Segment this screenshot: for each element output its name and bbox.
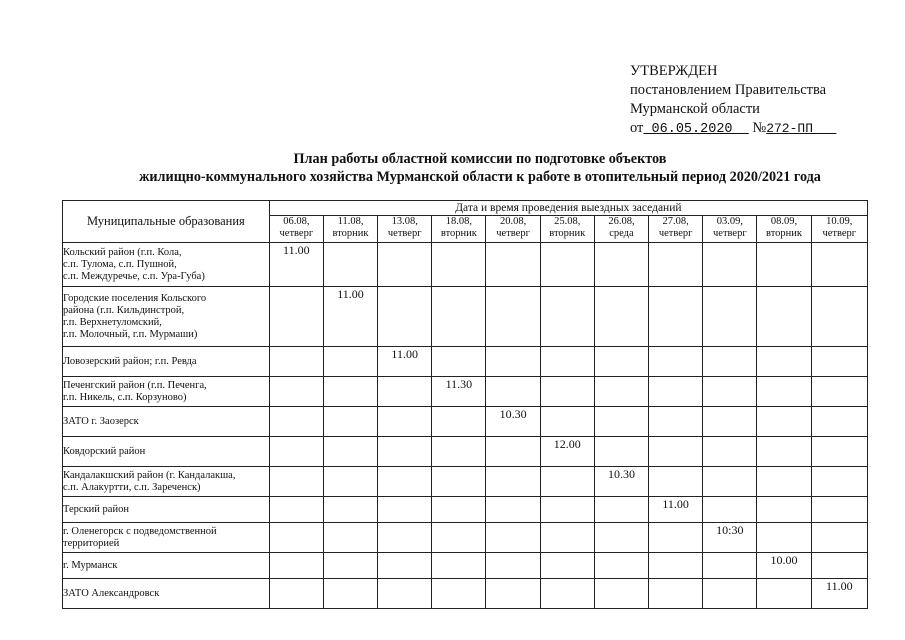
municipality-name	[63, 407, 270, 437]
municipality-name-line: территорией	[63, 537, 120, 549]
schedule-cell	[757, 523, 811, 553]
schedule-cell	[703, 437, 757, 467]
schedule-cell	[757, 437, 811, 467]
schedule-cell	[649, 579, 703, 609]
schedule-cell	[378, 467, 432, 497]
meeting-time: 10.00	[770, 553, 798, 567]
schedule-cell	[540, 437, 594, 467]
schedule-cell	[649, 347, 703, 377]
municipality-name-line: ЗАТО г. Заозерск	[63, 415, 139, 427]
schedule-cell	[323, 579, 377, 609]
schedule-cell	[378, 523, 432, 553]
day-date: 26.08,	[608, 216, 635, 227]
approval-heading: УТВЕРЖДЕН	[630, 63, 718, 79]
schedule-cell	[757, 377, 811, 407]
municipality-name-line: района (г.п. Кильдинстрой,	[63, 304, 185, 316]
municipality-name-line: г.п. Верхнетуломский,	[63, 316, 162, 328]
schedule-cell	[323, 467, 377, 497]
meeting-time: 12.00	[553, 437, 581, 451]
table-row	[63, 437, 868, 467]
schedule-cell	[594, 523, 648, 553]
day-date: 06.08,	[283, 216, 310, 227]
schedule-cell	[540, 579, 594, 609]
schedule-cell	[811, 553, 867, 579]
meeting-time: 10.30	[499, 407, 527, 421]
table-row	[63, 407, 868, 437]
schedule-cell	[594, 243, 648, 287]
table-row	[63, 377, 868, 407]
schedule-cell	[649, 523, 703, 553]
approval-number-prefix: №	[752, 120, 767, 136]
schedule-cell	[486, 287, 540, 347]
schedule-cell	[811, 523, 867, 553]
schedule-cell	[432, 523, 486, 553]
day-column-header	[378, 216, 432, 243]
municipality-name-line: с.п. Алакуртти, с.п. Зареченск)	[63, 481, 201, 493]
schedule-cell	[486, 579, 540, 609]
schedule-cell	[378, 377, 432, 407]
schedule-cell	[811, 287, 867, 347]
schedule-cell	[703, 467, 757, 497]
schedule-cell	[486, 437, 540, 467]
schedule-cell	[757, 497, 811, 523]
day-column-header	[811, 216, 867, 243]
schedule-cell	[703, 347, 757, 377]
day-date: 20.08,	[499, 216, 527, 227]
day-date: 03.09,	[716, 216, 743, 227]
schedule-cell	[432, 287, 486, 347]
schedule-cell	[811, 497, 867, 523]
schedule-cell	[378, 437, 432, 467]
approval-number: 272-ПП	[766, 121, 814, 136]
schedule-cell	[540, 523, 594, 553]
day-column-header	[594, 216, 648, 243]
schedule-cell	[432, 437, 486, 467]
schedule-cell	[486, 347, 540, 377]
schedule-cell	[757, 407, 811, 437]
day-date: 27.08,	[662, 216, 689, 227]
schedule-cell	[540, 497, 594, 523]
schedule-cell	[540, 407, 594, 437]
schedule-cell	[703, 407, 757, 437]
schedule-cell	[432, 377, 486, 407]
day-date: 11.08,	[337, 216, 364, 227]
schedule-cell	[811, 437, 867, 467]
schedule-cell	[378, 243, 432, 287]
meeting-time: 10.30	[607, 467, 635, 481]
schedule-cell	[811, 243, 867, 287]
schedule-cell	[594, 579, 648, 609]
schedule-cell	[757, 553, 811, 579]
schedule-cell	[594, 347, 648, 377]
day-date: 10.09,	[826, 216, 853, 227]
table-row	[63, 579, 868, 609]
schedule-cell	[432, 347, 486, 377]
schedule-cell	[757, 347, 811, 377]
schedule-cell	[540, 553, 594, 579]
table-row	[63, 553, 868, 579]
schedule-cell	[323, 523, 377, 553]
schedule-cell	[757, 287, 811, 347]
day-weekday: четверг	[387, 228, 422, 239]
day-date: 13.08,	[391, 216, 418, 227]
day-weekday: четверг	[279, 228, 314, 239]
schedule-cell	[269, 497, 323, 523]
schedule-cell	[269, 467, 323, 497]
municipality-name	[63, 287, 270, 347]
schedule-cell	[323, 437, 377, 467]
schedule-cell	[594, 553, 648, 579]
approval-line-3: Мурманской области	[630, 101, 760, 117]
schedule-cell	[649, 377, 703, 407]
schedule-cell	[486, 377, 540, 407]
table-row	[63, 523, 868, 553]
schedule-cell	[269, 243, 323, 287]
schedule-cell	[269, 553, 323, 579]
document-title-line-2: жилищно-коммунального хозяйства Мурманской области к работе в отопительный период 2020/2021 года	[139, 169, 821, 185]
schedule-cell	[649, 437, 703, 467]
municipality-name-line: г.п. Никель, с.п. Корзуново)	[63, 391, 187, 403]
schedule-cell	[486, 467, 540, 497]
schedule-cell	[323, 287, 377, 347]
schedule-cell	[269, 523, 323, 553]
table-row	[63, 243, 868, 287]
approval-date-line	[630, 119, 836, 139]
day-column-header	[649, 216, 703, 243]
municipality-name-line: с.п. Междуречье, с.п. Ура-Губа)	[63, 270, 205, 282]
day-weekday: четверг	[822, 228, 857, 239]
schedule-cell	[323, 243, 377, 287]
schedule-cell	[594, 377, 648, 407]
municipality-name	[63, 437, 270, 467]
schedule-cell	[649, 287, 703, 347]
schedule-cell	[594, 407, 648, 437]
schedule-cell	[649, 467, 703, 497]
table-row	[63, 287, 868, 347]
schedule-cell	[269, 407, 323, 437]
schedule-cell	[703, 497, 757, 523]
schedule-cell	[540, 347, 594, 377]
schedule-cell	[540, 243, 594, 287]
document-title-line-1: План работы областной комиссии по подготовке объектов	[293, 151, 667, 167]
schedule-cell	[432, 553, 486, 579]
schedule-cell	[540, 287, 594, 347]
schedule-cell	[703, 579, 757, 609]
schedule-cell	[378, 497, 432, 523]
schedule-cell	[649, 553, 703, 579]
municipality-name-line: Печенгский район (г.п. Печенга,	[63, 379, 207, 391]
schedule-cell	[323, 553, 377, 579]
day-weekday: среда	[609, 228, 634, 239]
day-weekday: четверг	[658, 228, 693, 239]
day-column-header	[432, 216, 486, 243]
schedule-cell	[486, 243, 540, 287]
day-weekday: вторник	[440, 228, 477, 239]
day-date: 08.09,	[770, 216, 798, 227]
schedule-cell	[432, 467, 486, 497]
date-group-header: Дата и время проведения выездных заседаний	[269, 201, 867, 216]
municipality-name	[63, 347, 270, 377]
day-date: 18.08,	[445, 216, 473, 227]
schedule-cell	[432, 243, 486, 287]
municipality-name-line: Кольский район (г.п. Кола,	[63, 246, 182, 258]
schedule-cell	[486, 497, 540, 523]
schedule-cell	[269, 579, 323, 609]
day-column-header	[757, 216, 811, 243]
schedule-cell	[269, 287, 323, 347]
municipality-name	[63, 243, 270, 287]
schedule-cell	[594, 287, 648, 347]
day-weekday: вторник	[766, 228, 803, 239]
municipality-name	[63, 553, 270, 579]
table-row	[63, 497, 868, 523]
schedule-cell	[486, 407, 540, 437]
municipality-name-line: Кандалакшский район (г. Кандалакша,	[63, 469, 236, 481]
table-row	[63, 347, 868, 377]
schedule-cell	[757, 467, 811, 497]
schedule-cell	[811, 579, 867, 609]
day-column-header	[703, 216, 757, 243]
municipality-name-line: Ковдорский район	[63, 445, 146, 457]
day-column-header	[486, 216, 540, 243]
approval-block	[630, 62, 836, 139]
schedule-cell	[757, 579, 811, 609]
municipality-name-line: г. Оленегорск с подведомственной	[63, 525, 217, 537]
schedule-cell	[594, 437, 648, 467]
day-column-header	[540, 216, 594, 243]
schedule-cell	[269, 347, 323, 377]
schedule-cell	[811, 467, 867, 497]
schedule-cell	[540, 377, 594, 407]
municipality-name-line: ЗАТО Александровск	[63, 587, 160, 599]
schedule-cell	[649, 243, 703, 287]
municipality-name	[63, 377, 270, 407]
day-column-header	[323, 216, 377, 243]
schedule-cell	[432, 497, 486, 523]
meeting-time: 11.00	[391, 347, 418, 361]
day-weekday: четверг	[496, 228, 530, 239]
approval-from-prefix: от	[630, 120, 644, 136]
schedule-cell	[323, 497, 377, 523]
schedule-cell	[540, 467, 594, 497]
schedule-cell	[703, 523, 757, 553]
approval-date: 06.05.2020	[651, 122, 733, 137]
municipality-name	[63, 579, 270, 609]
municipality-name-line: г.п. Молочный, г.п. Мурмаши)	[63, 328, 198, 340]
schedule-cell	[703, 287, 757, 347]
schedule-cell	[486, 523, 540, 553]
schedule-cell	[378, 287, 432, 347]
schedule-cell	[432, 407, 486, 437]
approval-line-2: постановлением Правительства	[630, 82, 827, 98]
schedule-cell	[649, 407, 703, 437]
municipality-name-line: Городские поселения Кольского	[63, 292, 207, 304]
schedule-cell	[269, 437, 323, 467]
schedule-cell	[811, 377, 867, 407]
schedule-cell	[594, 497, 648, 523]
schedule-cell	[378, 347, 432, 377]
day-weekday: вторник	[332, 228, 369, 239]
schedule-cell	[378, 407, 432, 437]
schedule-cell	[432, 579, 486, 609]
schedule-cell	[757, 243, 811, 287]
municipality-name-line: Терский район	[63, 503, 129, 515]
schedule-cell	[323, 347, 377, 377]
schedule-cell	[594, 467, 648, 497]
schedule-cell	[649, 497, 703, 523]
schedule-cell	[486, 553, 540, 579]
day-column-header	[269, 216, 323, 243]
schedule-table	[62, 200, 868, 609]
schedule-cell	[378, 579, 432, 609]
municipality-name-line: г. Мурманск	[63, 559, 118, 571]
meeting-time: 11.00	[337, 287, 364, 301]
meeting-time: 10:30	[716, 523, 744, 537]
municipality-name-line: с.п. Тулома, с.п. Пушной,	[63, 258, 177, 270]
schedule-cell	[323, 407, 377, 437]
schedule-cell	[269, 377, 323, 407]
schedule-cell	[703, 553, 757, 579]
schedule-cell	[378, 553, 432, 579]
day-date: 25.08,	[554, 216, 581, 227]
municipality-name-line: Ловозерский район; г.п. Ревда	[63, 355, 197, 367]
meeting-time: 11.30	[445, 377, 473, 391]
municipality-name	[63, 523, 270, 553]
schedule-cell	[323, 377, 377, 407]
meeting-time: 11.00	[826, 579, 853, 593]
schedule-cell	[811, 347, 867, 377]
meeting-time: 11.00	[662, 497, 689, 511]
schedule-cell	[703, 377, 757, 407]
day-weekday: вторник	[549, 228, 586, 239]
schedule-cell	[703, 243, 757, 287]
municipality-name	[63, 467, 270, 497]
schedule-cell	[811, 407, 867, 437]
day-weekday: четверг	[713, 228, 747, 239]
municipality-name	[63, 497, 270, 523]
table-row	[63, 467, 868, 497]
meeting-time: 11.00	[283, 243, 310, 257]
municipality-column-header: Муниципальные образования	[63, 201, 270, 243]
